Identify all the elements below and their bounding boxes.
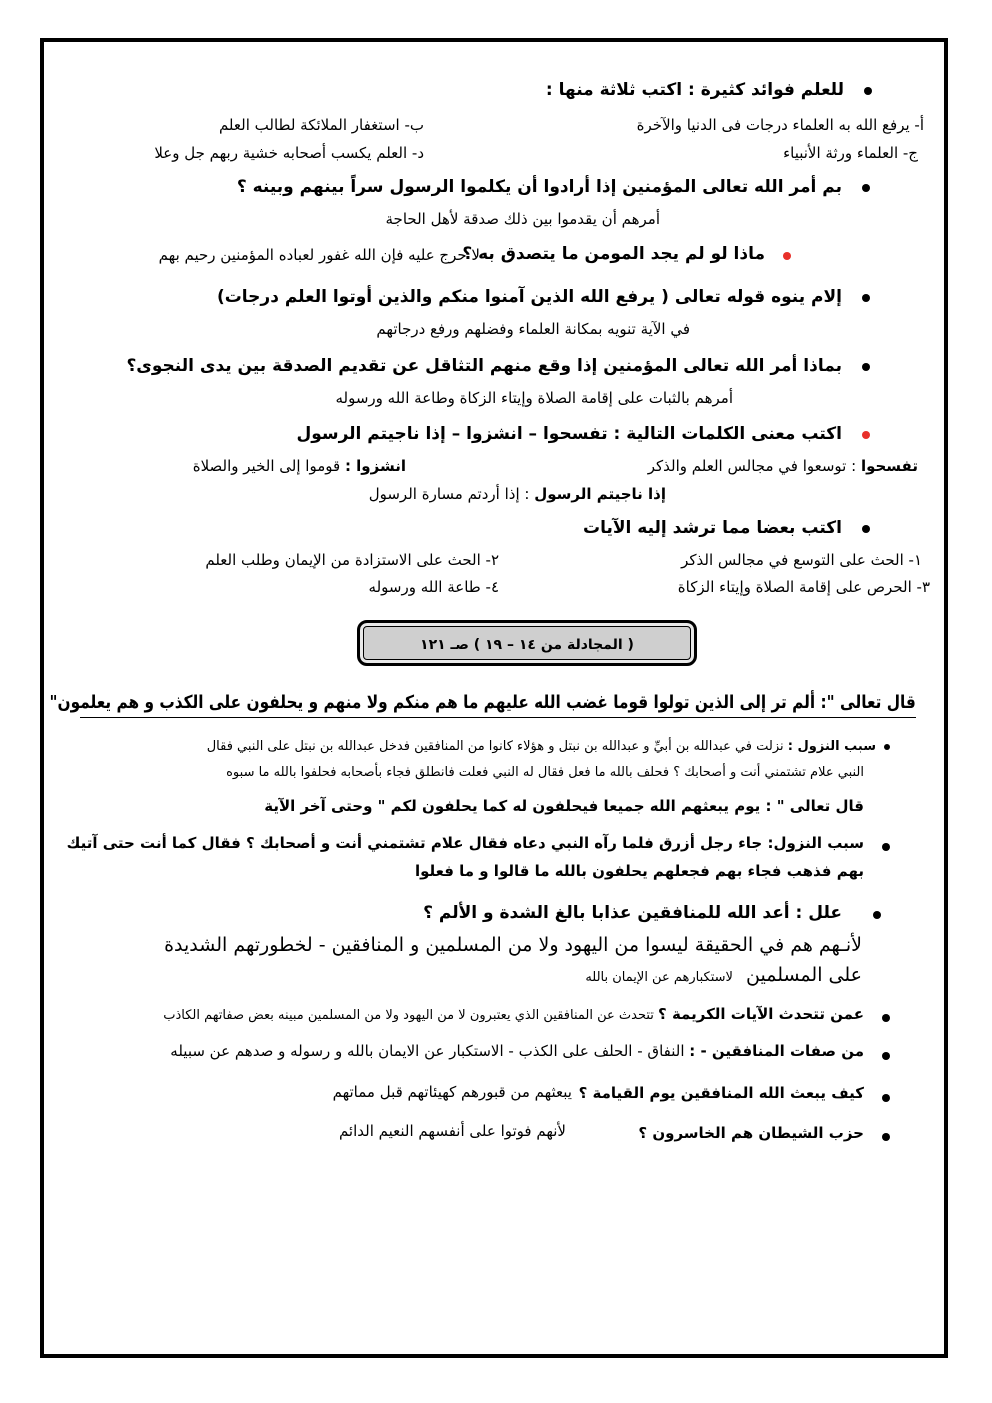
question-heading: من صفات المنافقين - : [689,1042,864,1060]
section-title-box [357,620,697,666]
answer-text: على المسلمين [746,964,862,986]
guidance-3: ٣- الحرص على إقامة الصلاة وإيتاء الزكاة [677,578,930,596]
question-heading: بم أمر الله تعالى المؤمنين إذا أرادوا أن يكلموا الرسول سراً بينهم وبينه ؟ [236,177,842,197]
answer-text-cont [585,966,862,985]
question-heading: كيف يبعث الله المنافقين يوم القيامة ؟ [578,1084,864,1102]
question-heading: اكتب بعضا مما ترشد إليه الآيات [583,518,842,538]
bullet-icon [862,525,870,533]
answer-text: أمرهم أن يقدموا بين ذلك صدقة لأهل الحاجة [385,210,660,228]
word-term: انشزوا : [344,457,406,475]
answer-text: النفاق - الحلف على الكذب - الاستكبار عن الايمان بالله و رسوله و صدهم عن سبيله [170,1042,690,1060]
guidance-4: ٤- طاعة الله ورسوله [368,578,499,596]
bullet-icon [783,252,791,260]
reason-label: سبب النزول : [787,739,876,754]
meaning-1 [648,459,918,474]
reason-text [67,836,864,851]
bullet-icon [862,184,870,192]
answer-text: لا حرج عليه فإن الله غفور لعباده المؤمنين رحيم بهم [158,246,480,264]
answer-note: لاستكبارهم عن الإيمان بالله [585,970,733,985]
question-heading: إلام ينوه قوله تعالى ( يرفع الله الذين آمنوا منكم والذين أوتوا العلم درجات) [216,287,842,307]
reason-label: سبب النزول: [767,834,864,852]
answer-text: في الآية تنويه بمكانة العلماء وفضلهم ورفع درجاتهم [376,320,690,338]
reason-text [207,740,876,753]
guidance-2: ٢- الحث على الاستزادة من الإيمان وطلب العلم [205,551,499,569]
reason-text-cont: النبي علام تشتمني أنت و أصحابك ؟ فحلف بالله ما فعل فقال له النبي فعلت فانطلق فجاء بأصحابه فحلفوا بالله ما سبوه [226,765,864,780]
benefit-c: ج- العلماء ورثة الأنبياء [783,144,918,162]
question-heading: بماذا أمر الله تعالى المؤمنين إذا وقع منهم التثاقل عن تقديم الصدقة بين يدى النجوى؟ [126,356,842,376]
answer-text: لأنـهم هم في الحقيقة ليسوا من اليهود ولا من المسلمين و المنافقين - لخطورتهم الشديدة [164,934,862,956]
section-title: ( المجادلة من ١٤ – ١٩ ) صـ ١٢١ [420,637,634,653]
question-heading: ماذا لو لم يجد المومن ما يتصدق به ؟ [462,244,765,264]
answer-text: يبعثهم من قبورهم كهيئاتهم قبل مماتهم [332,1083,572,1101]
bullet-icon [882,1014,890,1022]
meaning-2 [193,459,406,474]
bullet-icon [882,1094,890,1102]
word-term: تفسحوا [860,457,918,475]
verse-text: قال تعالى " : يوم يبعثهم الله جميعا فيحلفون له كما يحلفون لكم " وحتى آخر الآية [264,797,864,815]
word-meaning: : توسعوا في مجالس العلم والذكر [647,457,861,475]
question-heading: حزب الشيطان هم الخاسرون ؟ [638,1124,864,1142]
guidance-1: ١- الحث على التوسع في مجالس الذكر [681,551,922,569]
answer-text: أمرهم بالثبات على إقامة الصلاة وإيتاء الزكاة وطاعة الله ورسوله [335,389,733,407]
reason-body: جاء رجل أزرق فلما رآه النبي دعاه فقال علام تشتمني أنت و أصحابك ؟ فقال كما أنت حتى آتيك [66,834,768,852]
bullet-icon [882,1133,890,1141]
verse-text: قال تعالى ": ألم تر إلى الذين تولوا قوما غضب الله عليهم ما هم منكم ولا منهم و يحلفون على الكذب و هم يعلمون" [49,692,916,713]
benefit-d: د- العلم يكسب أصحابه خشية ربهم جل وعلا [154,144,424,162]
question-heading: للعلم فوائد كثيرة : اكتب ثلاثة منها : [545,80,844,100]
bullet-icon [884,744,890,750]
benefit-b: ب- استغفار الملائكة لطالب العلم [218,116,424,134]
bullet-icon [862,431,870,439]
verse-underline [80,717,916,718]
word-meaning: قوموا إلى الخير والصلاة [192,457,345,475]
question-line [170,1044,864,1059]
question-heading: اكتب معنى الكلمات التالية : تفسحوا – انشزوا – إذا ناجيتم الرسول [296,424,842,444]
bullet-icon [862,294,870,302]
word-meaning: : إذا أردتم مسارة الرسول [368,485,535,503]
meaning-3 [369,487,666,502]
bullet-icon [873,911,881,919]
answer-text: لأنهم فوتوا على أنفسهم النعيم الدائم [338,1122,566,1140]
question-line [163,1007,864,1022]
question-heading: علل : أعد الله للمنافقين عذابا بالغ الشدة و الألم ؟ [423,903,842,923]
bullet-icon [882,1052,890,1060]
benefit-a: أ- يرفع الله به العلماء درجات فى الدنيا والآخرة [636,116,924,134]
question-heading: عمن تتحدث الآيات الكريمة ؟ [658,1005,864,1023]
answer-text: تتحدث عن المنافقين الذي يعتبرون لا من اليهود ولا من المسلمين مبينه بعض صفاتهم الكاذب [163,1008,659,1023]
word-term: إذا ناجيتم الرسول [534,485,666,503]
bullet-icon [862,363,870,371]
reason-text-cont: بهم فذهب فجاء بهم فجعلهم يحلفون بالله ما قالوا و ما فعلوا [414,862,864,880]
reason-body: نزلت في عبدالله بن أبيِّ و عبدالله بن نبتل و هؤلاء كانوا من المنافقين فدخل عبدالله بن نبتل على النبي فقال [206,739,788,754]
bullet-icon [864,87,872,95]
bullet-icon [882,843,890,851]
